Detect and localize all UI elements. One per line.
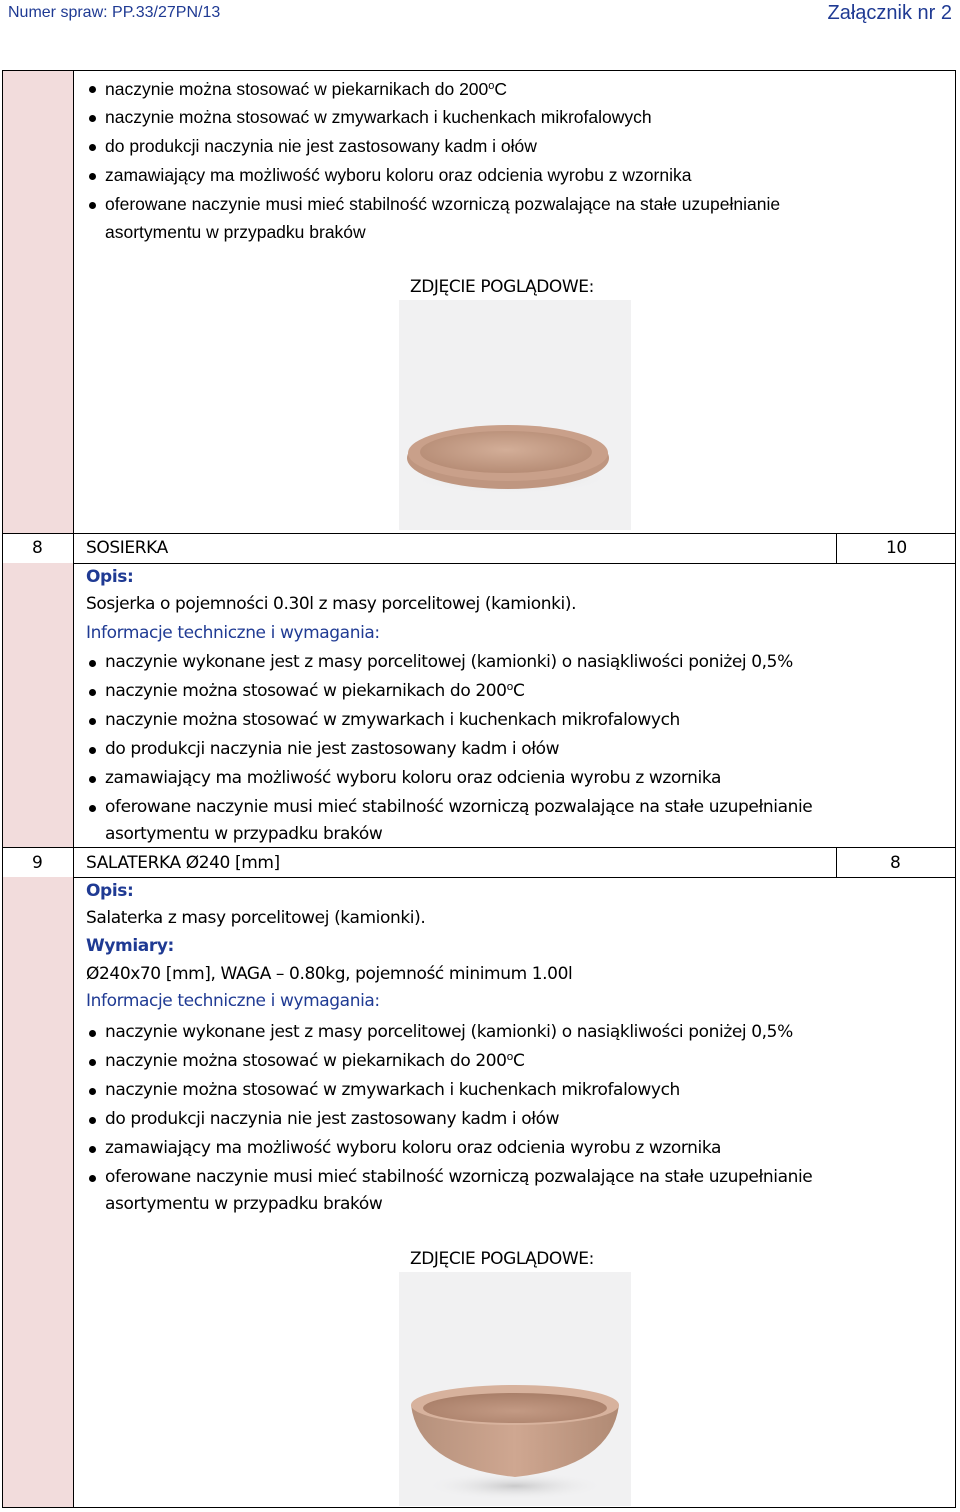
bullet-text: naczynie można stosować w piekarnikach do 200$^o$C: [105, 1050, 525, 1071]
item-quantity: 10: [886, 538, 907, 558]
bullet: [89, 115, 96, 122]
wymiary-label: Wymiary:: [86, 936, 174, 956]
bullet: [89, 1146, 96, 1153]
bullet-text: do produkcji naczynia nie jest zastosowany kadm i ołów: [105, 136, 537, 156]
opis-text: Sosjerka o pojemności 0.30l z masy porcelitowej (kamionki).: [86, 594, 577, 614]
item-number: 9: [32, 853, 43, 873]
wymiary-text: Ø240x70 [mm], WAGA – 0.80kg, pojemność minimum 1.00l: [86, 964, 573, 984]
bullet-continuation: asortymentu w przypadku braków: [105, 824, 383, 844]
bullet: [89, 1030, 96, 1037]
row-divider: [74, 563, 956, 564]
bullet: [89, 144, 96, 151]
bullet-text: naczynie można stosować w zmywarkach i kuchenkach mikrofalowych: [105, 107, 652, 127]
bullet-text: oferowane naczynie musi mieć stabilność wzorniczą pozwalające na stałe uzupełnianie: [105, 194, 781, 214]
bowl-image: [399, 1272, 631, 1506]
bullet: [89, 1059, 96, 1066]
qty-divider: [836, 533, 837, 564]
opis-text: Salaterka z masy porcelitowej (kamionki).: [86, 908, 426, 928]
bullet-continuation: asortymentu w przypadku braków: [105, 222, 366, 242]
bullet-text: naczynie wykonane jest z masy porcelitowej (kamionki) o nasiąkliwości poniżej 0,5%: [105, 1022, 793, 1042]
bullet-text: naczynie można stosować w zmywarkach i kuchenkach mikrofalowych: [105, 710, 680, 730]
column-divider: [73, 71, 74, 1507]
bullet-text: naczynie wykonane jest z masy porcelitowej (kamionki) o nasiąkliwości poniżej 0,5%: [105, 652, 793, 672]
bullet-continuation: asortymentu w przypadku braków: [105, 1194, 383, 1214]
info-label: Informacje techniczne i wymagania:: [86, 623, 380, 643]
product-photo-bowl: [399, 1272, 631, 1506]
row-divider: [3, 847, 956, 848]
bullet: [89, 173, 96, 180]
bullet: [89, 747, 96, 754]
bullet-text: naczynie można stosować w piekarnikach do 200$^o$C: [105, 79, 508, 99]
item-name: SALATERKA Ø240 [mm]: [86, 853, 280, 873]
bullet-text: zamawiający ma możliwość wyboru koloru oraz odcienia wyrobu z wzornika: [105, 1138, 722, 1158]
bullet: [89, 660, 96, 667]
photo-label: ZDJĘCIE POGLĄDOWE:: [410, 1249, 594, 1269]
bullet: [89, 1088, 96, 1095]
bullet: [89, 1175, 96, 1182]
bullet-text: do produkcji naczynia nie jest zastosowany kadm i ołów: [105, 739, 560, 759]
item-number: 8: [32, 538, 43, 558]
bullet: [89, 1117, 96, 1124]
bullet: [89, 805, 96, 812]
bullet-text: oferowane naczynie musi mieć stabilność wzorniczą pozwalające na stałe uzupełnianie: [105, 797, 813, 817]
opis-label: Opis:: [86, 567, 134, 587]
photo-label: ZDJĘCIE POGLĄDOWE:: [410, 277, 594, 297]
bullet-text: naczynie można stosować w zmywarkach i kuchenkach mikrofalowych: [105, 1080, 680, 1100]
bullet-text: oferowane naczynie musi mieć stabilność wzorniczą pozwalające na stałe uzupełnianie: [105, 1167, 813, 1187]
info-label: Informacje techniczne i wymagania:: [86, 991, 380, 1011]
bullet-text: zamawiający ma możliwość wyboru koloru oraz odcienia wyrobu z wzornika: [105, 165, 692, 185]
product-photo-plate: [399, 300, 631, 530]
item-name: SOSIERKA: [86, 538, 168, 558]
bullet-text: naczynie można stosować w piekarnikach do 200$^o$C: [105, 680, 525, 701]
row-divider: [3, 533, 956, 534]
plate-image: [399, 300, 631, 530]
bullet: [89, 776, 96, 783]
item-quantity: 8: [890, 853, 901, 873]
bullet: [89, 718, 96, 725]
bullet: [89, 202, 96, 209]
row-divider: [74, 877, 956, 878]
attachment-label: Załącznik nr 2: [827, 2, 952, 24]
qty-divider: [836, 847, 837, 878]
bullet: [89, 689, 96, 696]
bullet-text: zamawiający ma możliwość wyboru koloru oraz odcienia wyrobu z wzornika: [105, 768, 722, 788]
bullet-text: do produkcji naczynia nie jest zastosowany kadm i ołów: [105, 1109, 560, 1129]
case-number: Numer spraw: PP.33/27PN/13: [8, 4, 221, 21]
opis-label: Opis:: [86, 881, 134, 901]
bullet: [89, 86, 96, 93]
